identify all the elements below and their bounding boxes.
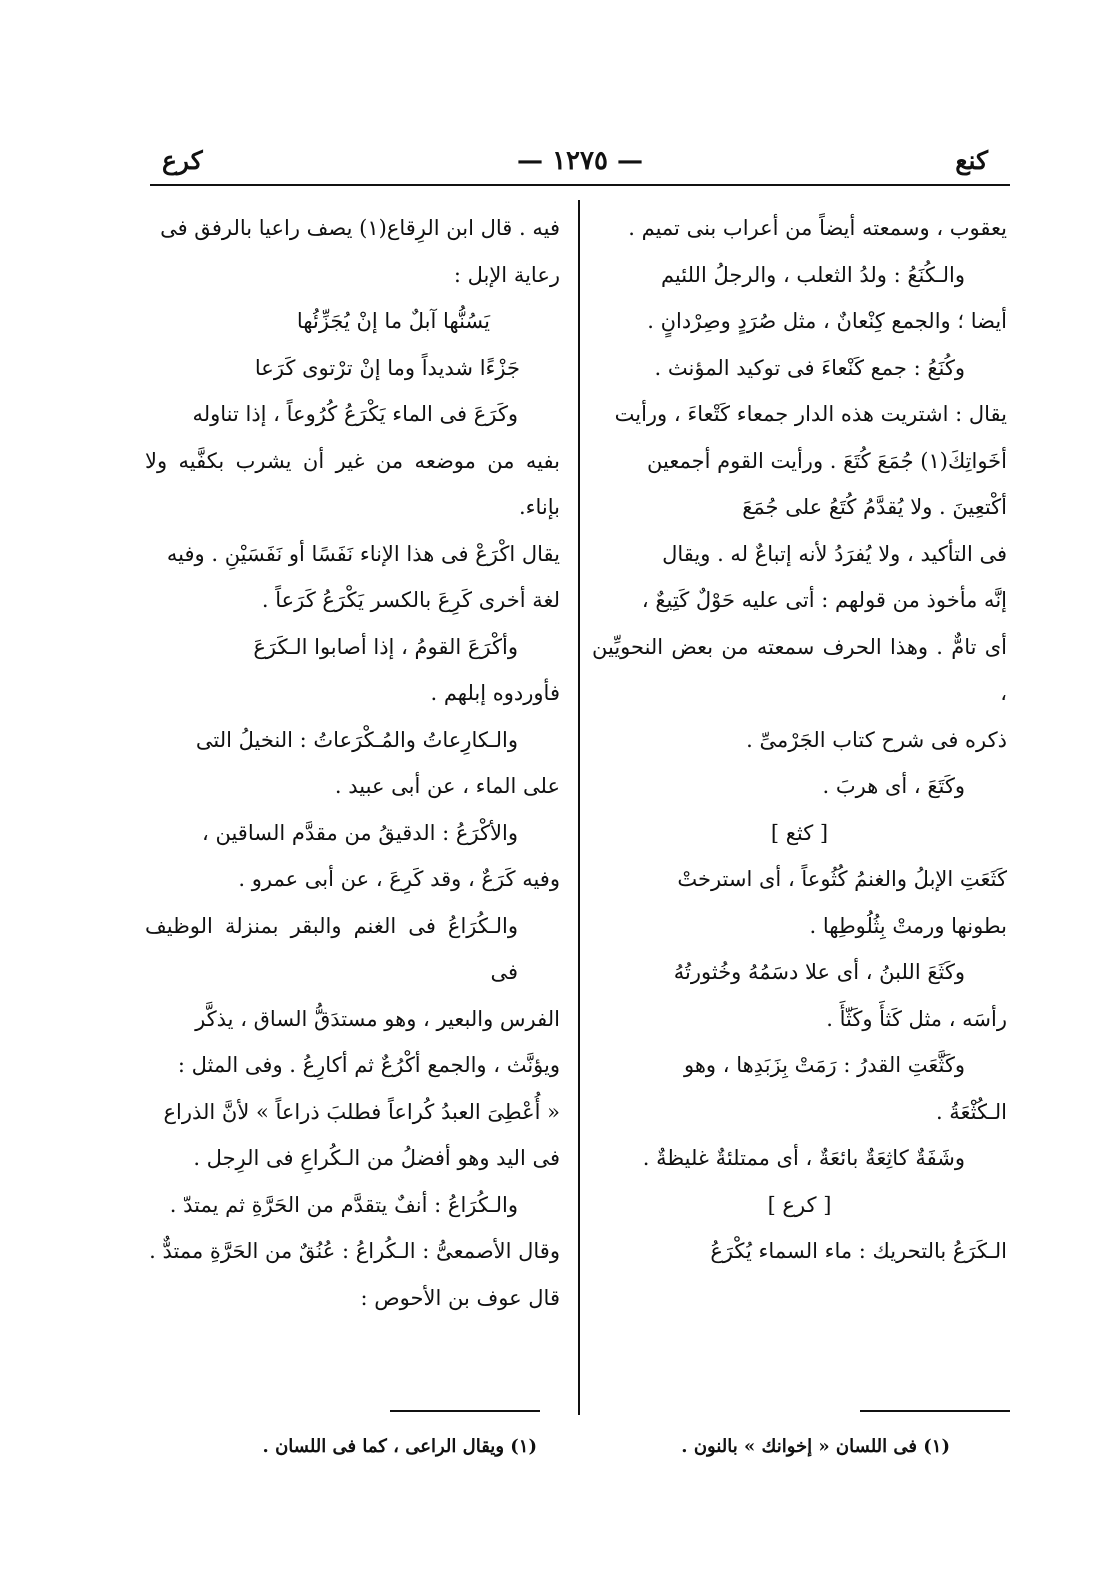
footnote-rule-right [860, 1410, 1010, 1412]
column-divider [578, 200, 580, 1415]
text-line: والـكُنَعُ : ولدُ الثعلب ، والرجلُ اللئيم [660, 262, 965, 287]
verse-line: يَسُنُّها آبلٌ ما إنْ يُجَزِّئُها [296, 309, 490, 333]
text-line: والأكْرَعُ : الدقيقُ من مقدَّم الساقين ، [202, 820, 518, 845]
text-line: وكَتَعَ ، أى هربَ . [822, 774, 965, 798]
text-line: والـكُرَاعُ : أنفٌ يتقدَّم من الحَرَّةِ ثم يمتدّ . [169, 1192, 518, 1217]
text-line: فيه . قال ابن الرِقاع(١) يصف راعيا بالرفق فى [160, 216, 560, 240]
text-line: الـكُثْعَةُ . [935, 1099, 1007, 1124]
text-line: ويؤنَّث ، والجمع أكْرُعٌ ثم أكارِعُ . وفى المثل : [177, 1053, 560, 1077]
text-line: بطونها ورمتْ بِثُلُوطِها . [809, 913, 1007, 938]
text-line: فى التأكيد ، ولا يُفرَدُ لأنه إتباعٌ له . ويقال [662, 541, 1007, 566]
text-line: فى اليد وهو أفضلُ من الـكُراعِ فى الرِجل . [193, 1146, 560, 1170]
text-line: وكَثَّعَتِ القدرُ : رَمَتْ بِزَبَدِها ، وهو [684, 1053, 965, 1077]
footnote-right: (١) فى اللسان « إخوانك » بالنون . [681, 1436, 950, 1457]
text-line: وقال الأصمعىُّ : الـكُراعُ : عُنُقٌ من الحَرَّةِ ممتدٌّ . [149, 1239, 560, 1263]
text-line: الـكَرَعُ بالتحريك : ماء السماء يُكْرَعُ [710, 1239, 1007, 1263]
text-line: وكَثَعَ اللبنُ ، أى علا دسَمُهُ وخُثورتُهُ [673, 960, 965, 984]
text-line: رأسَه ، مثل كَثأَ وكَثّأَ . [826, 1006, 1007, 1031]
text-line: بفيه من موضعه من غير أن يشرب بكفَّيه ولا بإناء. [145, 448, 560, 519]
text-line: الفرس والبعير ، وهو مستدَقُّ الساق ، يذكَّر [195, 1006, 560, 1031]
text-line: يقال : اشتريت هذه الدار جمعاء كَتْعاءَ ، ورأيت [614, 402, 1007, 426]
header-root-word-left: كرع [162, 146, 203, 175]
text-line: وكَرَعَ فى الماء يَكْرَعُ كُرُوعاً ، إذا تناوله [192, 402, 518, 426]
section-heading: [ كرع ] [767, 1192, 832, 1217]
text-line: وكُنَعُ : جمع كَنْعاءَ فى توكيد المؤنث . [654, 355, 965, 380]
text-line: قال عوف بن الأحوص : [360, 1285, 560, 1310]
text-line: رعاية الإبل : [453, 262, 560, 287]
section-heading: [ كثع ] [770, 820, 829, 845]
verse-line: جَزْءًا شديداً وما إنْ ترْتوى كَرَعا [254, 355, 520, 380]
text-line: فأوردوه إبلهم . [430, 681, 560, 705]
text-line: أكْتعِينَ . ولا يُقدَّمُ كُتَعُ على جُمَعَ [742, 495, 1007, 519]
text-line: وشَفَةٌ كاثِعَةٌ بائعَةٌ ، أى ممتلئةٌ غليظةٌ . [642, 1146, 965, 1170]
right-column [592, 205, 1007, 1275]
text-line: أخَواتِكَ(١) جُمَعَ كُتَعَ . ورأيت القوم أجمعين [647, 448, 1007, 473]
text-line: كَثَعَتِ الإبلُ والغنمُ كُثُوعاً ، أى استرختْ [677, 867, 1007, 891]
text-line: يعقوب ، وسمعته أيضاً من أعراب بنى تميم . [628, 216, 1007, 240]
footnote-rule-left [390, 1410, 540, 1412]
text-line: ذكره فى شرح كتاب الجَرْمىِّ . [746, 727, 1007, 752]
footnote-left: (١) ويقال الراعى ، كما فى اللسان . [262, 1436, 537, 1457]
text-line: أيضا ؛ والجمع كِنْعانٌ ، مثل صُرَدٍ وصِرْدانٍ . [647, 309, 1007, 333]
text-line: أى تامٌّ . وهذا الحرف سمعته من بعض النحويِّين ، [592, 634, 1007, 705]
text-line: والـكُرَاعُ فى الغنم والبقر بمنزلة الوظيف فى [145, 913, 518, 984]
text-line: يقال اكْرَعْ فى هذا الإناء نَفَسًا أو نَفَسَيْنِ . وفيه [166, 541, 560, 566]
text-line: « أُعْطِىَ العبدُ كُراعاً فطلبَ ذراعاً » لأنَّ الذراع [163, 1099, 560, 1124]
text-line: والـكارِعاتُ والمُـكْرَعاتُ : النخيلُ التى [195, 727, 518, 752]
left-column [145, 205, 560, 1321]
header-root-word-right: كنع [955, 146, 988, 175]
text-line: لغة أخرى كَرِعَ بالكسر يَكْرَعُ كَرَعاً . [261, 588, 560, 612]
text-line: على الماء ، عن أبى عبيد . [334, 774, 560, 798]
text-line: وأكْرَعَ القومُ ، إذا أصابوا الـكَرَعَ [253, 634, 518, 659]
text-line: إنَّه مأخوذ من قولهم : أتى عليه حَوْلٌ كَتِيعٌ ، [641, 588, 1007, 612]
page-header [150, 138, 1010, 186]
text-line: وفيه كَرَعٌ ، وقد كَرِعَ ، عن أبى عمرو . [238, 867, 560, 891]
page-number: — ١٢٧٥ — [517, 146, 643, 176]
